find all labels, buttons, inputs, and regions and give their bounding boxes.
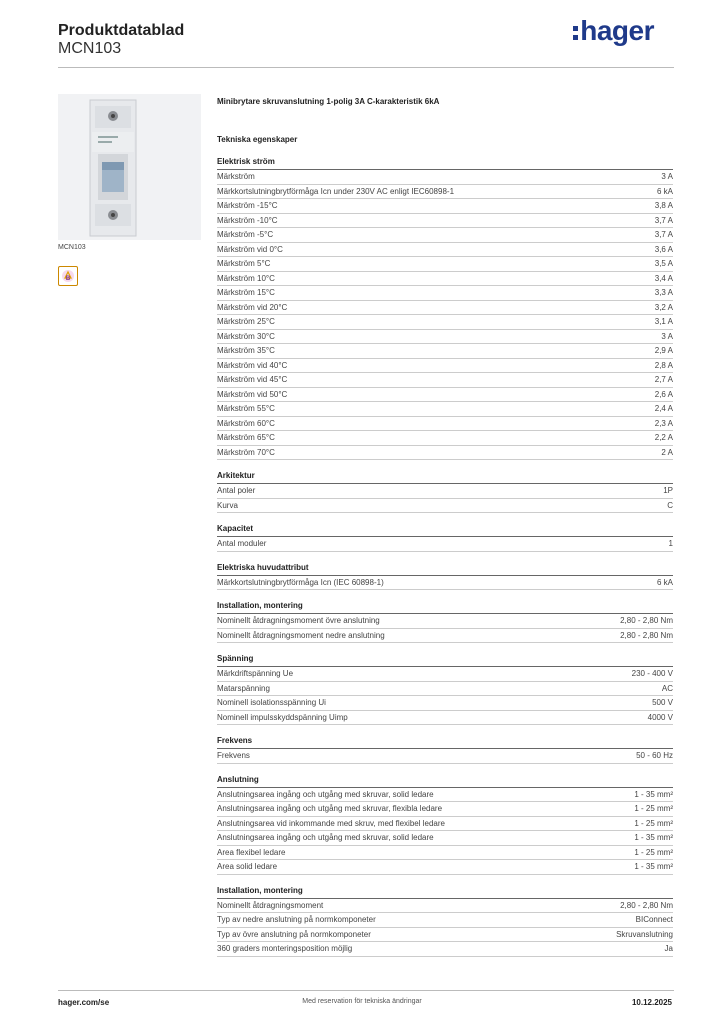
spec-value: 6 kA	[656, 577, 673, 587]
spec-label: Märkdriftspänning Ue	[217, 669, 294, 678]
spec-label: Nominell impulsskyddspänning Uimp	[217, 712, 348, 722]
spec-value: 1	[668, 539, 673, 548]
footer-divider	[58, 990, 674, 991]
image-caption: MCN103	[58, 244, 86, 251]
spec-value: 3,5 A	[654, 259, 673, 268]
spec-section	[217, 734, 673, 764]
spec-value: 3,1 A	[654, 317, 673, 326]
spec-value: 2,80 - 2,80 Nm	[620, 630, 673, 640]
spec-row	[217, 802, 673, 817]
section-title: Spänning	[217, 652, 673, 667]
spec-row	[217, 846, 673, 861]
section-title: Installation, montering	[217, 884, 673, 899]
spec-row	[217, 272, 673, 287]
spec-value: 1 - 25 mm²	[634, 818, 673, 828]
spec-value: 3 A	[661, 331, 673, 341]
spec-value: 1 - 25 mm²	[634, 804, 673, 813]
spec-value: 2,8 A	[654, 360, 673, 370]
spec-label: Märkström 65°C	[217, 433, 275, 442]
spec-label: Märkström 35°C	[217, 346, 275, 355]
spec-value: 2,4 A	[654, 404, 673, 413]
spec-value: 1 - 35 mm²	[634, 862, 673, 871]
spec-label: Anslutningsarea ingång och utgång med skruvar, flexibla ledare	[217, 804, 443, 813]
spec-value: 2,3 A	[654, 418, 673, 428]
spec-row	[217, 667, 673, 682]
spec-label: Antal moduler	[217, 539, 267, 548]
spec-row	[217, 928, 673, 943]
footer-website: hager.com/se	[58, 998, 110, 1007]
spec-label: Frekvens	[217, 751, 250, 760]
spec-label: Märkström 55°C	[217, 404, 275, 413]
spec-row	[217, 446, 673, 461]
spec-row	[217, 359, 673, 374]
spec-label: Typ av övre anslutning på normkomponeter	[217, 929, 371, 939]
product-image	[58, 94, 201, 240]
spec-value: 3,2 A	[654, 302, 673, 312]
spec-value: 2,80 - 2,80 Nm	[620, 616, 673, 625]
spec-row	[217, 228, 673, 243]
spec-value: Skruvanslutning	[616, 929, 673, 939]
spec-label: 360 graders monteringsposition möjlig	[217, 944, 353, 953]
spec-row	[217, 682, 673, 697]
spec-label: Märkström -15°C	[217, 201, 278, 210]
spec-section	[217, 773, 673, 875]
spec-label: Anslutningsarea vid inkommande med skruv, med flexibel ledare	[217, 818, 445, 828]
spec-row	[217, 499, 673, 514]
spec-row	[217, 711, 673, 726]
spec-label: Nominell isolationsspänning Ui	[217, 698, 326, 707]
spec-value: 3,8 A	[654, 201, 673, 210]
spec-row	[217, 199, 673, 214]
spec-value: 1P	[663, 486, 673, 495]
product-code: MCN103	[58, 40, 122, 57]
section-title: Kapacitet	[217, 522, 673, 537]
spec-value: 4000 V	[647, 712, 673, 722]
spec-value: 3,4 A	[654, 273, 673, 283]
spec-section	[217, 652, 673, 725]
spec-value: 2,9 A	[654, 346, 673, 355]
spec-row	[217, 214, 673, 229]
spec-row	[217, 301, 673, 316]
spec-value: 2,2 A	[654, 433, 673, 442]
footer-date: 10.12.2025	[631, 998, 672, 1007]
spec-value: 230 - 400 V	[631, 669, 673, 678]
section-title: Frekvens	[217, 734, 673, 749]
product-description: Minibrytare skruvanslutning 1-polig 3A C-karakteristik 6kA	[217, 97, 440, 106]
spec-label: Märkström -5°C	[217, 230, 274, 239]
spec-row	[217, 170, 673, 185]
spec-label: Märkström vid 40°C	[217, 360, 288, 370]
spec-value: BIConnect	[635, 915, 673, 924]
spec-row	[217, 286, 673, 301]
spec-value: 3,7 A	[654, 215, 673, 225]
spec-sections	[217, 155, 673, 957]
spec-label: Märkström -10°C	[217, 215, 278, 225]
spec-label: Märkström	[217, 172, 255, 181]
spec-row	[217, 696, 673, 711]
recycle-badge-icon	[58, 266, 78, 286]
spec-row	[217, 860, 673, 875]
spec-label: Kurva	[217, 500, 238, 510]
spec-row	[217, 537, 673, 552]
spec-row	[217, 243, 673, 258]
spec-label: Märkström vid 50°C	[217, 389, 288, 399]
spec-row	[217, 388, 673, 403]
spec-content	[217, 96, 673, 957]
spec-label: Area solid ledare	[217, 862, 278, 871]
logo-dots-icon	[573, 26, 578, 40]
spec-row	[217, 899, 673, 914]
spec-row	[217, 749, 673, 764]
spec-label: Nominellt åtdragningsmoment	[217, 900, 324, 910]
spec-value: 2,80 - 2,80 Nm	[620, 900, 673, 910]
spec-value: 1 - 35 mm²	[634, 833, 673, 842]
spec-label: Märkström vid 45°C	[217, 375, 288, 384]
section-title: Anslutning	[217, 773, 673, 788]
spec-label: Märkkortslutningbrytförmåga Icn under 230V AC enligt IEC60898-1	[217, 186, 455, 196]
spec-value: 3 A	[661, 172, 673, 181]
spec-label: Nominellt åtdragningsmoment övre anslutning	[217, 616, 380, 625]
spec-label: Antal poler	[217, 486, 256, 495]
spec-section	[217, 599, 673, 643]
spec-value: 1 - 35 mm²	[634, 789, 673, 799]
spec-value: 3,7 A	[654, 230, 673, 239]
spec-row	[217, 576, 673, 591]
header-divider	[58, 67, 674, 68]
spec-section	[217, 155, 673, 460]
spec-row	[217, 942, 673, 957]
section-title: Arkitektur	[217, 469, 673, 484]
spec-row	[217, 629, 673, 644]
spec-section	[217, 469, 673, 513]
spec-value: AC	[661, 683, 673, 693]
spec-row	[217, 417, 673, 432]
spec-row	[217, 788, 673, 803]
spec-row	[217, 913, 673, 928]
spec-label: Märkström vid 0°C	[217, 244, 283, 254]
spec-row	[217, 431, 673, 446]
page-title: Produktdatablad	[58, 22, 185, 39]
spec-label: Märkström 15°C	[217, 288, 275, 297]
properties-heading: Tekniska egenskaper	[217, 135, 298, 144]
spec-row	[217, 257, 673, 272]
spec-label: Märkström 30°C	[217, 331, 275, 341]
spec-value: 6 kA	[656, 186, 673, 196]
spec-value: 2 A	[661, 447, 673, 457]
spec-section	[217, 522, 673, 552]
spec-label: Märkström vid 20°C	[217, 302, 288, 312]
svg-text:B: B	[65, 276, 71, 282]
spec-section	[217, 884, 673, 957]
spec-value: 1 - 25 mm²	[634, 847, 673, 857]
spec-value: Ja	[664, 944, 673, 953]
logo-text: hager	[580, 15, 654, 46]
spec-label: Märkström 25°C	[217, 317, 275, 326]
spec-label: Märkström 60°C	[217, 418, 275, 428]
spec-value: 3,6 A	[654, 244, 673, 254]
spec-row	[217, 373, 673, 388]
spec-value: 2,6 A	[654, 389, 673, 399]
spec-row	[217, 185, 673, 200]
spec-label: Nominellt åtdragningsmoment nedre anslutning	[217, 630, 385, 640]
spec-row	[217, 484, 673, 499]
section-title: Elektrisk ström	[217, 155, 673, 170]
spec-row	[217, 344, 673, 359]
spec-row	[217, 315, 673, 330]
spec-label: Anslutningsarea ingång och utgång med skruvar, solid ledare	[217, 789, 434, 799]
spec-value: C	[667, 500, 673, 510]
section-title: Installation, montering	[217, 599, 673, 614]
spec-value: 3,3 A	[654, 288, 673, 297]
spec-label: Matarspänning	[217, 683, 270, 693]
spec-label: Märkström 70°C	[217, 447, 275, 457]
spec-row	[217, 817, 673, 832]
spec-label: Märkkortslutningbrytförmåga Icn (IEC 60898-1)	[217, 577, 384, 587]
spec-label: Area flexibel ledare	[217, 847, 286, 857]
spec-row	[217, 831, 673, 846]
spec-value: 500 V	[652, 698, 673, 707]
spec-row	[217, 330, 673, 345]
spec-label: Märkström 10°C	[217, 273, 275, 283]
spec-value: 2,7 A	[654, 375, 673, 384]
spec-row	[217, 402, 673, 417]
hager-logo	[573, 16, 654, 46]
spec-label: Anslutningsarea ingång och utgång med skruvar, solid ledare	[217, 833, 434, 842]
spec-label: Märkström 5°C	[217, 259, 271, 268]
spec-label: Typ av nedre anslutning på normkomponeter	[217, 915, 376, 924]
footer-disclaimer: Med reservation för tekniska ändringar	[302, 998, 422, 1005]
spec-section	[217, 561, 673, 591]
spec-row	[217, 614, 673, 629]
spec-value: 50 - 60 Hz	[636, 751, 673, 760]
section-title: Elektriska huvudattribut	[217, 561, 673, 576]
